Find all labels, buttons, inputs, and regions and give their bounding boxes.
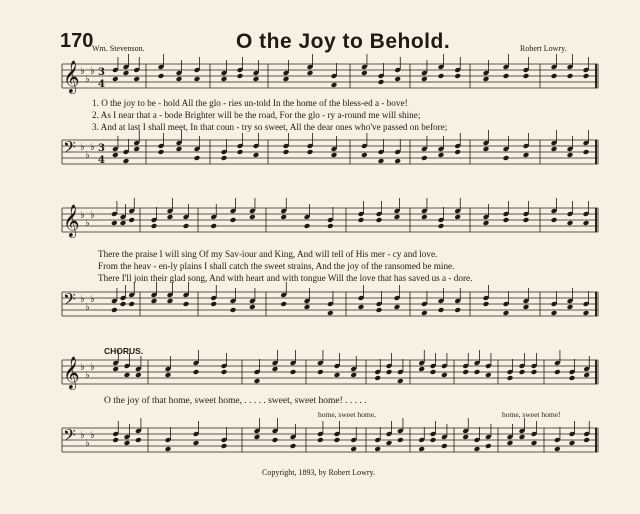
note-head xyxy=(531,440,538,446)
note-head xyxy=(361,70,368,76)
page-number: 170 xyxy=(60,30,94,52)
note-head xyxy=(361,152,368,158)
note-head xyxy=(430,369,437,375)
hymn-title: O the Joy to Behold. xyxy=(236,30,451,53)
note-head xyxy=(583,220,590,226)
note-head xyxy=(221,155,228,161)
note-head xyxy=(165,372,172,378)
flat-icon: ♭ xyxy=(85,302,90,313)
note-head xyxy=(331,152,338,158)
note-head xyxy=(386,440,393,446)
note-head xyxy=(210,223,217,229)
note-head xyxy=(194,76,201,82)
note-head xyxy=(327,310,334,316)
note-head xyxy=(507,375,514,381)
note-head xyxy=(194,155,201,161)
note-head xyxy=(583,149,590,155)
note-head xyxy=(462,434,469,440)
note-head xyxy=(151,223,158,229)
note-head xyxy=(331,82,338,88)
note-head xyxy=(438,73,445,79)
note-head xyxy=(583,437,590,443)
time-signature: 3 xyxy=(98,67,105,78)
note-head xyxy=(430,437,437,443)
note-head xyxy=(133,76,140,82)
note-head xyxy=(307,149,314,155)
note-head xyxy=(112,437,119,443)
treble-clef-icon: 𝄞 xyxy=(63,356,80,389)
note-head xyxy=(334,437,341,443)
flat-icon: ♭ xyxy=(80,294,85,305)
note-head xyxy=(221,369,228,375)
note-head xyxy=(254,434,261,440)
note-head xyxy=(454,214,461,220)
note-head xyxy=(128,301,135,307)
note-head xyxy=(523,152,530,158)
note-head xyxy=(474,446,481,452)
note-head xyxy=(230,217,237,223)
note-head xyxy=(111,307,118,313)
note-head xyxy=(283,149,290,155)
note-head xyxy=(523,217,530,223)
note-head xyxy=(176,146,183,152)
note-head xyxy=(158,149,165,155)
flat-icon: ♭ xyxy=(80,142,85,153)
note-head xyxy=(523,304,530,310)
note-head xyxy=(167,298,174,304)
note-head xyxy=(583,310,590,316)
note-head xyxy=(454,73,461,79)
note-head xyxy=(280,214,287,220)
note-head xyxy=(503,155,510,161)
note-head xyxy=(567,73,574,79)
flat-icon: ♭ xyxy=(85,370,90,381)
note-head xyxy=(503,73,510,79)
treble-clef-icon: 𝄞 xyxy=(63,204,80,237)
note-head xyxy=(386,369,393,375)
note-head xyxy=(249,214,256,220)
note-head xyxy=(304,304,311,310)
note-head xyxy=(304,223,311,229)
note-head xyxy=(290,369,297,375)
note-head xyxy=(483,76,490,82)
note-head xyxy=(124,372,131,378)
bass-clef-icon: 𝄢 xyxy=(63,425,76,449)
note-head xyxy=(507,440,514,446)
note-head xyxy=(454,149,461,155)
treble-clef-icon: 𝄞 xyxy=(63,60,80,93)
flat-icon: ♭ xyxy=(90,430,95,441)
note-head xyxy=(418,366,425,372)
verse-2-refrain-line: From the heav - en-ly plains I shall catch the sweet strains, And the joy of the ransomed be mine. xyxy=(98,261,455,271)
note-head xyxy=(193,369,200,375)
note-head xyxy=(503,217,510,223)
note-head xyxy=(253,76,260,82)
flat-icon: ♭ xyxy=(90,294,95,305)
copyright-notice: Copyright, 1893, by Robert Lowry. xyxy=(262,468,376,477)
flat-icon: ♭ xyxy=(90,142,95,153)
note-head xyxy=(135,437,142,443)
note-head xyxy=(165,446,172,452)
note-head xyxy=(421,155,428,161)
note-head xyxy=(438,152,445,158)
note-head xyxy=(253,152,260,158)
note-head xyxy=(378,79,385,85)
note-head xyxy=(421,310,428,316)
note-head xyxy=(441,372,448,378)
note-head xyxy=(569,440,576,446)
flat-icon: ♭ xyxy=(85,74,90,85)
note-head xyxy=(120,301,127,307)
note-head xyxy=(394,76,401,82)
note-head xyxy=(183,223,190,229)
note-head xyxy=(551,146,558,152)
note-head xyxy=(334,372,341,378)
chorus-lyric: O the joy of that home, sweet home, . . . . . sweet, sweet home! . . . . . xyxy=(104,396,367,406)
note-head xyxy=(210,301,217,307)
note-head xyxy=(394,304,401,310)
verse-1-refrain-line: There the praise I will sing Of my Sav-iour and King, And will tell of His mer - cy and love. xyxy=(98,249,438,259)
note-head xyxy=(221,76,228,82)
chorus-echo-1: home, sweet home, xyxy=(318,410,376,419)
note-head xyxy=(394,214,401,220)
note-head xyxy=(112,152,119,158)
time-signature: 4 xyxy=(98,155,105,166)
bass-clef-icon: 𝄢 xyxy=(63,137,76,161)
note-head xyxy=(350,446,357,452)
note-head xyxy=(583,73,590,79)
chorus-echo-2: home, sweet home! xyxy=(502,410,561,419)
note-head xyxy=(167,214,174,220)
note-head xyxy=(237,149,244,155)
note-head xyxy=(474,369,481,375)
note-head xyxy=(317,369,324,375)
flat-icon: ♭ xyxy=(90,362,95,373)
note-head xyxy=(554,446,561,452)
time-signature: 3 xyxy=(98,143,105,154)
flat-icon: ♭ xyxy=(80,430,85,441)
bass-clef-icon: 𝄢 xyxy=(63,289,76,313)
note-head xyxy=(438,223,445,229)
note-head xyxy=(123,158,130,164)
note-head xyxy=(421,76,428,82)
note-head xyxy=(551,73,558,79)
note-head xyxy=(374,375,381,381)
note-head xyxy=(567,304,574,310)
note-head xyxy=(123,70,130,76)
flat-icon: ♭ xyxy=(80,362,85,373)
note-head xyxy=(280,301,287,307)
flat-icon: ♭ xyxy=(90,210,95,221)
note-head xyxy=(120,220,127,226)
note-head xyxy=(374,446,381,452)
note-head xyxy=(569,375,576,381)
note-head xyxy=(183,301,190,307)
note-head xyxy=(358,217,365,223)
flat-icon: ♭ xyxy=(85,218,90,229)
note-head xyxy=(462,369,469,375)
flat-icon: ♭ xyxy=(85,150,90,161)
note-head xyxy=(135,372,142,378)
note-head xyxy=(158,73,165,79)
note-head xyxy=(254,378,261,384)
verse-3-line: 3. And at last I shall meet, In that coun - try so sweet, All the dear ones who've passed on before; xyxy=(92,122,448,132)
note-head xyxy=(376,307,383,313)
flat-icon: ♭ xyxy=(90,66,95,77)
note-head xyxy=(249,304,256,310)
note-head xyxy=(230,307,237,313)
note-head xyxy=(133,146,140,152)
note-head xyxy=(397,437,404,443)
note-head xyxy=(567,220,574,226)
note-head xyxy=(519,369,526,375)
note-head xyxy=(317,437,324,443)
note-head xyxy=(567,152,574,158)
note-head xyxy=(358,304,365,310)
note-head xyxy=(531,369,538,375)
chorus-label: CHORUS. xyxy=(104,346,144,356)
note-head xyxy=(421,214,428,220)
note-head xyxy=(221,443,228,449)
note-head xyxy=(397,378,404,384)
note-head xyxy=(418,446,425,452)
note-head xyxy=(554,369,561,375)
note-head xyxy=(151,298,158,304)
note-head xyxy=(485,443,492,449)
note-head xyxy=(176,76,183,82)
note-head xyxy=(483,146,490,152)
note-head xyxy=(378,158,385,164)
note-head xyxy=(483,220,490,226)
flat-icon: ♭ xyxy=(80,210,85,221)
note-head xyxy=(272,437,279,443)
note-head xyxy=(350,372,357,378)
note-head xyxy=(503,310,510,316)
note-head xyxy=(483,301,490,307)
flat-icon: ♭ xyxy=(85,438,90,449)
note-head xyxy=(112,76,119,82)
note-head xyxy=(519,434,526,440)
note-head xyxy=(111,220,118,226)
note-head xyxy=(551,217,558,223)
note-head xyxy=(394,158,401,164)
verse-3-refrain-line: There I'll join their glad song, And with heart and with tongue Will the love that has saved us a - dore. xyxy=(98,273,473,283)
verse-1-line: 1. O the joy to be - hold All the glo - ries un-told In the home of the bless-ed a - bove! xyxy=(92,98,408,108)
note-head xyxy=(485,372,492,378)
note-head xyxy=(551,310,558,316)
note-head xyxy=(441,443,448,449)
verse-2-line: 2. As I near that a - bode Brighter will be the road, For the glo - ry a-round me will shine; xyxy=(92,110,421,120)
note-head xyxy=(193,440,200,446)
composer-credit: Robert Lowry. xyxy=(520,44,567,53)
note-head xyxy=(523,73,530,79)
time-signature: 4 xyxy=(98,79,105,90)
note-head xyxy=(438,307,445,313)
note-head xyxy=(272,366,279,372)
note-head xyxy=(307,70,314,76)
note-head xyxy=(124,440,131,446)
note-head xyxy=(583,372,590,378)
note-head xyxy=(376,217,383,223)
note-head xyxy=(283,76,290,82)
note-head xyxy=(290,443,297,449)
lyricist-credit: Wm. Stevenson. xyxy=(92,44,145,53)
note-head xyxy=(454,307,461,313)
note-head xyxy=(112,366,119,372)
note-head xyxy=(327,223,334,229)
flat-icon: ♭ xyxy=(80,66,85,77)
note-head xyxy=(237,73,244,79)
note-head xyxy=(128,217,135,223)
